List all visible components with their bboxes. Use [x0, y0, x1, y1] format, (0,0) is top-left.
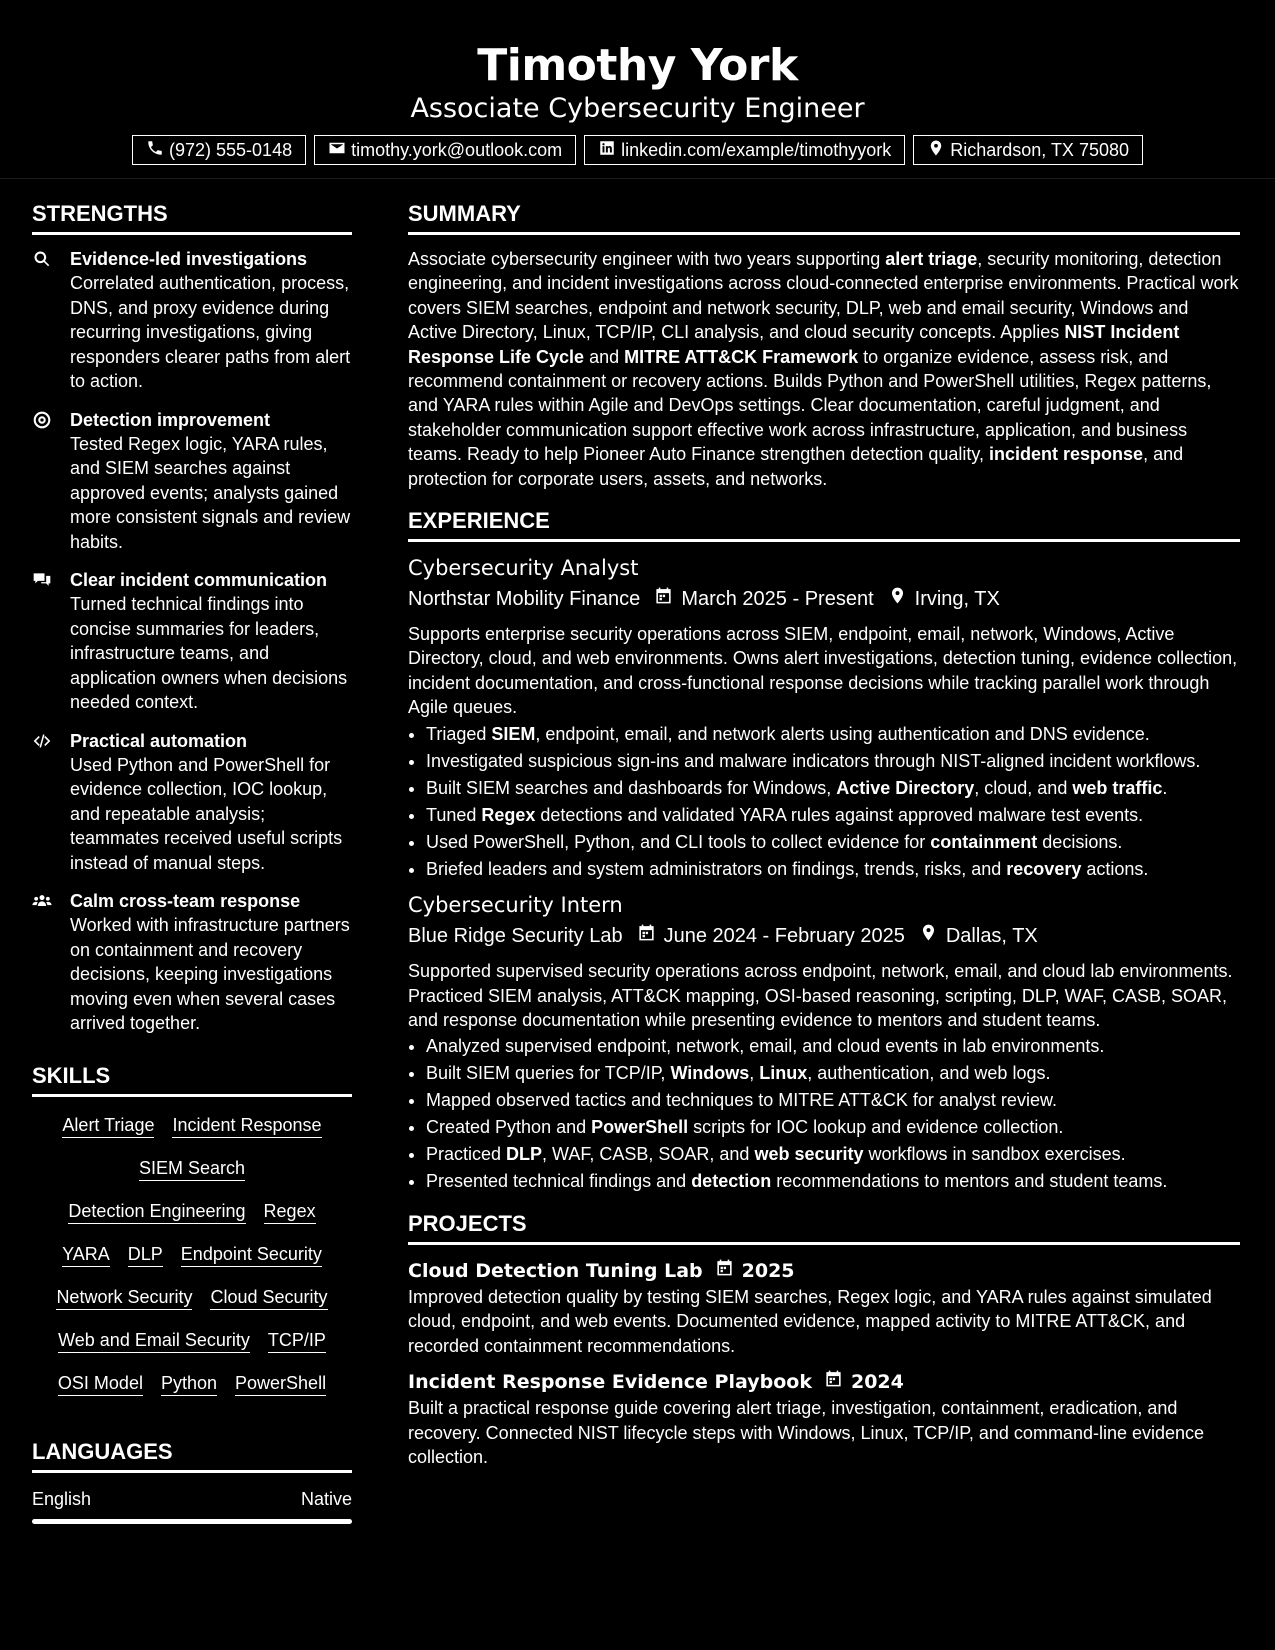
project-description: Improved detection quality by testing SIEM searches, Regex logic, and YARA rules against simulated cloud, endpoint, and web events. Documented evidence, mapped activity to MITRE ATT&CK, and recorded containment recommendations.	[408, 1286, 1212, 1356]
resume-header	[0, 0, 1275, 179]
job-bullet: • Built SIEM queries for TCP/IP, Windows, Linux, authentication, and web logs.	[426, 1061, 1240, 1086]
job-description: Supported supervised security operations across endpoint, network, email, and cloud lab environments. Practiced SIEM analysis, ATT&CK mapping, OSI-based reasoning, scripting, DLP, WAF, CASB, SOAR, and response documentation while presenting evidence to mentors and student teams.	[408, 961, 1233, 1030]
summary-heading: SUMMARY	[408, 198, 1240, 235]
contact-bar	[0, 135, 1275, 165]
strength-desc: Worked with infrastructure partners on containment and recovery decisions, keeping investigations moving even when several cases arrived together.	[70, 915, 350, 1033]
linkedin-icon	[598, 139, 616, 162]
job-description: Supports enterprise security operations across SIEM, endpoint, email, network, Windows, Active Directory, cloud, and web environments. Owns alert investigations, detection tuning, evidence collection, incident documentation, and cross-functional response decisions while tracking parallel work through Agile queues.	[408, 624, 1238, 718]
strength-item	[32, 568, 352, 715]
contact-linkedin[interactable]	[584, 135, 905, 165]
comments-icon	[32, 568, 70, 715]
job-dates: March 2025 - Present	[681, 588, 874, 611]
strength-desc: Used Python and PowerShell for evidence collection, IOC lookup, and repeatable analysis; teammates received useful scripts instead of manual steps.	[70, 754, 343, 873]
summary-text: Associate cybersecurity engineer with two years supporting alert triage, security monitoring, detection engineering, and incident investigations across cloud-connected enterprise environments. Practical work covers SIEM searches, endpoint and network security, DLP, web and email security, Windows and Active Directory, Linux, TCP/IP, CLI analysis, and cloud security concepts. Applies NIST Incident Response Life Cycle and MITRE ATT&CK Framework to organize evidence, assess risk, and recommend containment or recovery actions. Builds Python and PowerShell utilities, Regex patterns, and YARA rules within Agile and DevOps settings. Clear documentation, careful judgment, and stakeholder communication support effective work across infrastructure, application, and business teams. Ready to help Pioneer Auto Finance strengthen detection quality, incident response, and protection for corporate users, assets, and networks.	[408, 249, 1239, 489]
job-bullet: • Tuned Regex detections and validated YARA rules against approved malware test events.	[426, 803, 1240, 828]
skill-tag: Incident Response	[172, 1113, 321, 1138]
experience-heading: EXPERIENCE	[408, 505, 1240, 542]
search-icon	[32, 247, 70, 394]
strength-item	[32, 408, 352, 555]
project-entry	[408, 1257, 1240, 1358]
job-meta	[408, 921, 1240, 951]
contact-phone-text: (972) 555-0148	[169, 139, 293, 160]
job-bullet: • Built SIEM searches and dashboards for Windows, Active Directory, cloud, and web traffic.	[426, 776, 1240, 801]
job-bullet: • Mapped observed tactics and techniques to MITRE ATT&CK for analyst review.	[426, 1088, 1240, 1113]
contact-email[interactable]	[314, 135, 576, 165]
contact-phone[interactable]	[132, 135, 306, 165]
job-meta	[408, 584, 1240, 614]
project-header	[408, 1257, 1240, 1285]
skill-tag: PowerShell	[235, 1371, 326, 1396]
strength-title: Evidence-led investigations	[70, 249, 308, 269]
skill-tag: SIEM Search	[139, 1156, 245, 1181]
job-bullet: • Briefed leaders and system administrators on findings, trends, risks, and recovery actions.	[426, 857, 1240, 882]
map-pin-icon	[905, 921, 946, 951]
job-bullet: • Presented technical findings and detection recommendations to mentors and student teams.	[426, 1169, 1240, 1194]
skill-tag: TCP/IP	[268, 1328, 326, 1353]
job-company: Northstar Mobility Finance	[408, 588, 641, 611]
language-row	[32, 1487, 352, 1511]
languages-heading: LANGUAGES	[32, 1436, 352, 1473]
job-bullet: • Analyzed supervised endpoint, network, email, and cloud events in lab environments.	[426, 1034, 1240, 1059]
job-entry	[408, 891, 1240, 1194]
skill-tag: Endpoint Security	[181, 1242, 322, 1267]
project-description: Built a practical response guide covering alert triage, investigation, containment, eradication, and recovery. Connected NIST lifecycle steps with Windows, Linux, TCP/IP, and command-line evidence collection.	[408, 1398, 1205, 1467]
skills-heading: SKILLS	[32, 1060, 352, 1097]
calendar-icon	[640, 584, 681, 614]
contact-linkedin-text: linkedin.com/example/timothyyork	[621, 139, 892, 160]
job-dates: June 2024 - February 2025	[663, 925, 905, 948]
language-name: English	[32, 1488, 92, 1509]
strength-item	[32, 729, 352, 876]
job-bullet: • Investigated suspicious sign-ins and malware indicators through NIST-aligned incident workflows.	[426, 749, 1240, 774]
calendar-icon	[812, 1368, 851, 1396]
candidate-title: Associate Cybersecurity Engineer	[410, 93, 865, 124]
skill-tag: DLP	[128, 1242, 163, 1267]
contact-email-text: timothy.york@outlook.com	[351, 139, 563, 160]
strength-title: Calm cross-team response	[70, 891, 301, 911]
strength-desc: Tested Regex logic, YARA rules, and SIEM searches against approved events; analysts gained more consistent signals and review habits.	[70, 433, 351, 552]
job-bullet: • Used PowerShell, Python, and CLI tools to collect evidence for containment decisions.	[426, 830, 1240, 855]
skill-tag: Web and Email Security	[58, 1328, 250, 1353]
skill-tag: Python	[161, 1371, 217, 1396]
contact-location-text: Richardson, TX 75080	[950, 139, 1129, 160]
envelope-icon	[328, 139, 346, 162]
calendar-icon	[703, 1257, 742, 1285]
skill-tag: Network Security	[56, 1285, 192, 1310]
calendar-icon	[623, 921, 664, 951]
job-location: Irving, TX	[914, 588, 1000, 611]
right-column	[408, 198, 1240, 1469]
project-year: 2024	[850, 1371, 904, 1394]
map-pin-icon	[874, 584, 915, 614]
candidate-name: Timothy York	[477, 40, 798, 91]
strength-title: Clear incident communication	[70, 570, 328, 590]
code-icon	[32, 729, 70, 876]
project-title: Cloud Detection Tuning Lab	[408, 1259, 703, 1282]
job-entry	[408, 554, 1240, 881]
project-header	[408, 1368, 1240, 1396]
strength-desc: Turned technical findings into concise summaries for leaders, infrastructure teams, and application owners when decisions needed context.	[70, 594, 348, 712]
skill-tag: OSI Model	[58, 1371, 143, 1396]
language-level: Native	[300, 1488, 352, 1509]
skill-tag: Cloud Security	[210, 1285, 327, 1310]
map-pin-icon	[927, 139, 945, 162]
bullseye-icon	[32, 408, 70, 555]
skills-list	[32, 1109, 352, 1396]
language-proficiency-bar	[32, 1519, 352, 1524]
job-title: Cybersecurity Intern	[408, 893, 623, 918]
strength-item	[32, 247, 352, 394]
strength-desc: Correlated authentication, process, DNS, and proxy evidence during recurring investigations, giving responders clearer paths from alert to action.	[70, 273, 351, 391]
project-entry	[408, 1368, 1240, 1469]
project-title: Incident Response Evidence Playbook	[408, 1371, 812, 1394]
job-title: Cybersecurity Analyst	[408, 556, 639, 581]
strength-item	[32, 889, 352, 1036]
job-bullets	[408, 1034, 1240, 1194]
skill-tag: Regex	[264, 1199, 316, 1224]
strengths-heading: STRENGTHS	[32, 198, 352, 235]
job-bullets	[408, 722, 1240, 882]
users-icon	[32, 889, 70, 1036]
job-location: Dallas, TX	[945, 925, 1038, 948]
contact-location	[913, 135, 1143, 165]
job-bullet: • Practiced DLP, WAF, CASB, SOAR, and web security workflows in sandbox exercises.	[426, 1142, 1240, 1167]
phone-icon	[146, 139, 164, 162]
job-company: Blue Ridge Security Lab	[408, 925, 623, 948]
job-bullet: • Created Python and PowerShell scripts for IOC lookup and evidence collection.	[426, 1115, 1240, 1140]
strength-title: Detection improvement	[70, 409, 271, 430]
skill-tag: Alert Triage	[62, 1113, 154, 1138]
skill-tag: Detection Engineering	[68, 1199, 245, 1224]
job-bullet: • Triaged SIEM, endpoint, email, and network alerts using authentication and DNS evidence.	[426, 722, 1240, 747]
skill-tag: YARA	[62, 1242, 110, 1267]
strength-title: Practical automation	[70, 730, 248, 751]
left-column	[32, 198, 352, 1524]
project-year: 2025	[741, 1259, 795, 1282]
projects-heading: PROJECTS	[408, 1208, 1240, 1245]
